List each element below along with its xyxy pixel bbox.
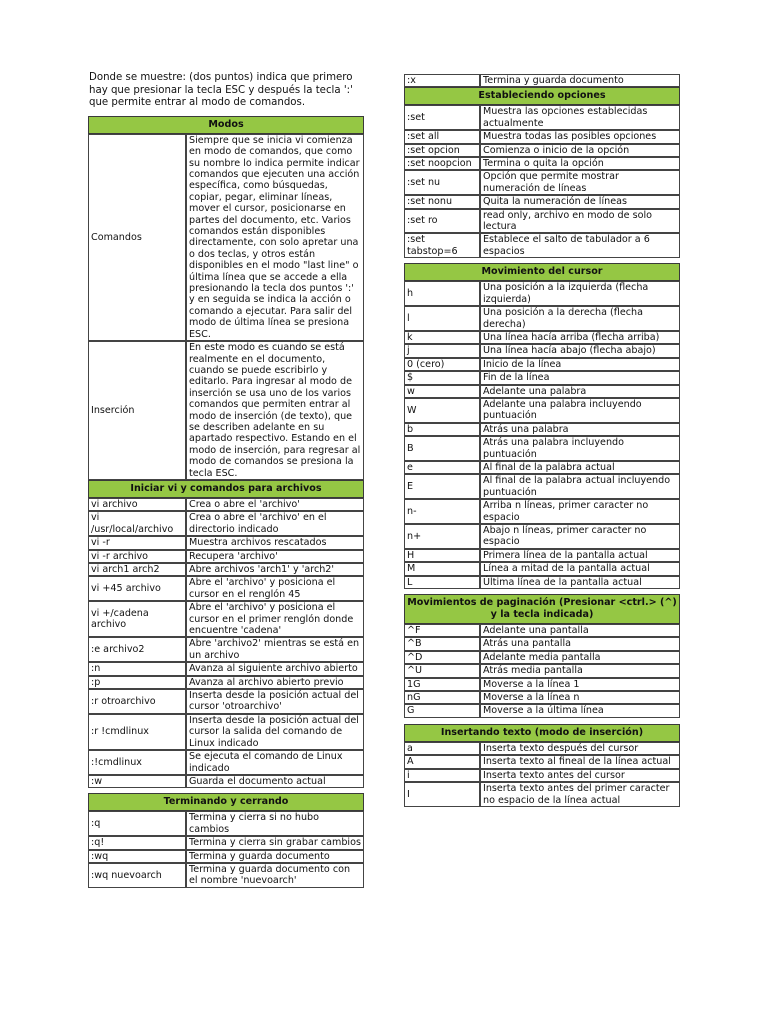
- command-cell: $: [404, 371, 480, 384]
- description-cell: Atrás una pantalla: [480, 637, 680, 650]
- description-cell: Opción que permite mostrar numeración de líneas: [480, 170, 680, 195]
- table-row: [88, 637, 364, 662]
- iniciar-section: [88, 480, 364, 788]
- command-cell: L: [404, 576, 480, 589]
- table-row: [404, 461, 680, 474]
- command-cell: :q: [88, 811, 186, 836]
- command-cell: ^F: [404, 624, 480, 637]
- command-cell: B: [404, 436, 480, 461]
- table-row: [404, 651, 680, 664]
- table-row: [404, 637, 680, 650]
- table-row: [404, 144, 680, 157]
- description-cell: Inserta desde la posición actual del cursor la salida del comando de Linux indicado: [186, 714, 364, 750]
- description-cell: Se ejecuta el comando de Linux indicado: [186, 750, 364, 775]
- command-cell: i: [404, 769, 480, 782]
- table-row: [88, 863, 364, 888]
- command-cell: :q!: [88, 836, 186, 849]
- command-cell: vi archivo: [88, 498, 186, 511]
- table-row: [88, 601, 364, 637]
- table-row: [404, 678, 680, 691]
- right-table: [404, 74, 680, 807]
- table-row: [404, 398, 680, 423]
- table-row: [88, 676, 364, 689]
- section-header-row: [404, 594, 680, 624]
- command-cell: :set opcion: [404, 144, 480, 157]
- description-cell: Crea o abre el 'archivo': [186, 498, 364, 511]
- description-cell: Línea a mitad de la pantalla actual: [480, 562, 680, 575]
- cursor-section: [404, 263, 680, 589]
- table-row: [88, 550, 364, 563]
- table-row: [404, 474, 680, 499]
- command-cell: k: [404, 331, 480, 344]
- command-cell: I: [404, 782, 480, 807]
- table-row: [88, 134, 364, 341]
- table-row: [88, 563, 364, 576]
- table-row: [404, 624, 680, 637]
- description-cell: Moverse a la línea 1: [480, 678, 680, 691]
- description-cell: Atrás media pantalla: [480, 664, 680, 677]
- description-cell: Moverse a la última línea: [480, 704, 680, 717]
- description-cell: Al final de la palabra actual: [480, 461, 680, 474]
- command-cell: e: [404, 461, 480, 474]
- description-cell: Al final de la palabra actual incluyendo puntuación: [480, 474, 680, 499]
- table-row: [404, 105, 680, 130]
- table-row: [404, 704, 680, 717]
- command-cell: :set: [404, 105, 480, 130]
- table-row: [404, 371, 680, 384]
- command-cell: :set nu: [404, 170, 480, 195]
- command-cell: vi arch1 arch2: [88, 563, 186, 576]
- table-row: [88, 714, 364, 750]
- command-cell: H: [404, 549, 480, 562]
- section-title: Estableciendo opciones: [404, 87, 680, 105]
- intro-text: Donde se muestre: (dos puntos) indica que primero hay que presionar la tecla ESC y después la tecla ':' que permite entrar al modo de comandos.: [89, 72, 353, 109]
- table-row: [88, 850, 364, 863]
- table-row: [88, 689, 364, 714]
- table-row: [88, 775, 364, 788]
- description-cell: Avanza al archivo abierto previo: [186, 676, 364, 689]
- table-row: [404, 195, 680, 208]
- section-header-row: [404, 87, 680, 105]
- section-header-row: [88, 480, 364, 498]
- command-cell: a: [404, 742, 480, 755]
- command-cell: :set ro: [404, 209, 480, 234]
- top-right-section: [404, 74, 680, 87]
- command-cell: M: [404, 562, 480, 575]
- command-cell: ^D: [404, 651, 480, 664]
- table-row: [404, 755, 680, 768]
- command-cell: A: [404, 755, 480, 768]
- description-cell: Establece el salto de tabulador a 6 espacios: [480, 233, 680, 258]
- description-cell: Comienza o inicio de la opción: [480, 144, 680, 157]
- section-title: Terminando y cerrando: [88, 793, 364, 811]
- section-title: Modos: [88, 116, 364, 134]
- description-cell: Inserta texto después del cursor: [480, 742, 680, 755]
- description-cell: Adelante una pantalla: [480, 624, 680, 637]
- table-row: [404, 130, 680, 143]
- right-column: [404, 74, 680, 807]
- command-cell: :w: [88, 775, 186, 788]
- left-table: [88, 116, 364, 888]
- command-cell: ^B: [404, 637, 480, 650]
- description-cell: Muestra las opciones establecidas actualmente: [480, 105, 680, 130]
- description-cell: Abajo n líneas, primer caracter no espacio: [480, 524, 680, 549]
- description-cell: Crea o abre el 'archivo' en el directorio indicado: [186, 511, 364, 536]
- section-title: Insertando texto (modo de inserción): [404, 724, 680, 742]
- description-cell: Última línea de la pantalla actual: [480, 576, 680, 589]
- section-header-row: [404, 724, 680, 742]
- terminando-section: [88, 793, 364, 887]
- command-cell: :r otroarchivo: [88, 689, 186, 714]
- description-cell: Inicio de la línea: [480, 358, 680, 371]
- description-cell: Abre el 'archivo' y posiciona el cursor en el primer renglón donde encuentre 'cadena': [186, 601, 364, 637]
- table-row: [404, 499, 680, 524]
- section-title: Movimientos de paginación (Presionar <ctrl.> (^) y la tecla indicada): [404, 594, 680, 624]
- table-row: [404, 331, 680, 344]
- description-cell: read only, archivo en modo de solo lectura: [480, 209, 680, 234]
- description-cell: Quita la numeración de líneas: [480, 195, 680, 208]
- table-row: [88, 836, 364, 849]
- description-cell: Arriba n líneas, primer caracter no espacio: [480, 499, 680, 524]
- paginacion-section: [404, 594, 680, 718]
- description-cell: Avanza al siguiente archivo abierto: [186, 662, 364, 675]
- table-row: [404, 209, 680, 234]
- description-cell: Fin de la línea: [480, 371, 680, 384]
- table-row: [404, 691, 680, 704]
- command-cell: :wq nuevoarch: [88, 863, 186, 888]
- table-row: [404, 74, 680, 87]
- table-row: [88, 536, 364, 549]
- command-cell: :set noopcion: [404, 157, 480, 170]
- section-title: Movimiento del cursor: [404, 263, 680, 281]
- command-cell: vi +/cadena archivo: [88, 601, 186, 637]
- table-row: [404, 524, 680, 549]
- table-row: [88, 662, 364, 675]
- description-cell: Guarda el documento actual: [186, 775, 364, 788]
- modos-section: [88, 116, 364, 480]
- table-row: [404, 782, 680, 807]
- command-cell: E: [404, 474, 480, 499]
- description-cell: Inserta desde la posición actual del cursor 'otroarchivo': [186, 689, 364, 714]
- table-row: [404, 664, 680, 677]
- table-row: [404, 281, 680, 306]
- command-cell: G: [404, 704, 480, 717]
- command-cell: :p: [88, 676, 186, 689]
- table-row: [404, 385, 680, 398]
- table-row: [88, 576, 364, 601]
- table-row: [88, 750, 364, 775]
- description-cell: Termina y cierra sin grabar cambios: [186, 836, 364, 849]
- description-cell: Adelante una palabra: [480, 385, 680, 398]
- description-cell: Una línea hacía arriba (flecha arriba): [480, 331, 680, 344]
- table-row: [404, 423, 680, 436]
- description-cell: Primera línea de la pantalla actual: [480, 549, 680, 562]
- description-cell: Muestra todas las posibles opciones: [480, 130, 680, 143]
- command-cell: 1G: [404, 678, 480, 691]
- table-row: [404, 436, 680, 461]
- command-cell: :r !cmdlinux: [88, 714, 186, 750]
- table-row: [88, 341, 364, 480]
- table-row: [404, 562, 680, 575]
- command-cell: h: [404, 281, 480, 306]
- command-cell: W: [404, 398, 480, 423]
- command-cell: :set nonu: [404, 195, 480, 208]
- command-cell: b: [404, 423, 480, 436]
- command-cell: :!cmdlinux: [88, 750, 186, 775]
- description-cell: Termina y guarda documento: [186, 850, 364, 863]
- command-cell: vi -r: [88, 536, 186, 549]
- description-cell: Abre el 'archivo' y posiciona el cursor en el renglón 45: [186, 576, 364, 601]
- command-cell: ^U: [404, 664, 480, 677]
- command-cell: j: [404, 344, 480, 357]
- description-cell: Moverse a la línea n: [480, 691, 680, 704]
- table-row: [88, 811, 364, 836]
- description-cell: Adelante una palabra incluyendo puntuación: [480, 398, 680, 423]
- description-cell: Una línea hacía abajo (flecha abajo): [480, 344, 680, 357]
- description-cell: Una posición a la izquierda (flecha izquierda): [480, 281, 680, 306]
- table-row: [404, 358, 680, 371]
- description-cell: Termina o quita la opción: [480, 157, 680, 170]
- description-cell: En este modo es cuando se está realmente en el documento, cuando se puede escribirlo y editarlo. Para ingresar al modo de inserción se usa uno de los varios comandos que permiten entrar al modo de inserción (de texto), que se describen adelante en su apartado respectivo. Estando en el modo de inserción, para regresar al modo de comandos se presiona la tecla ESC.: [186, 341, 364, 480]
- description-cell: Una posición a la derecha (flecha derecha): [480, 306, 680, 331]
- table-row: [404, 742, 680, 755]
- section-header-row: [404, 263, 680, 281]
- table-row: [404, 306, 680, 331]
- description-cell: Siempre que se inicia vi comienza en modo de comandos, que como su nombre lo indica permite indicar comandos que ejecuten una acción específica, como búsquedas, copiar, pegar, eliminar líneas, mover el cursor, posicionarse en partes del documento, etc. Varios comandos están disponibles directamente, con solo apretar una o dos teclas, y otros están disponibles en el modo "last line" o última línea que se accede a ella presionando la tecla dos puntos ':' y en seguida se indica la acción o comando a ejecutar. Para salir del modo de última línea se presiona ESC.: [186, 134, 364, 341]
- description-cell: Atrás una palabra: [480, 423, 680, 436]
- command-cell: :set all: [404, 130, 480, 143]
- insertando-section: [404, 724, 680, 807]
- description-cell: Adelante media pantalla: [480, 651, 680, 664]
- table-row: [404, 170, 680, 195]
- command-cell: vi -r archivo: [88, 550, 186, 563]
- table-row: [404, 344, 680, 357]
- section-header-row: [88, 116, 364, 134]
- table-row: [404, 157, 680, 170]
- description-cell: Recupera 'archivo': [186, 550, 364, 563]
- command-cell: n+: [404, 524, 480, 549]
- command-cell: Inserción: [88, 341, 186, 480]
- description-cell: Inserta texto antes del cursor: [480, 769, 680, 782]
- command-cell: :x: [404, 74, 480, 87]
- command-cell: vi /usr/local/archivo: [88, 511, 186, 536]
- description-cell: Abre 'archivo2' mientras se está en un archivo: [186, 637, 364, 662]
- command-cell: l: [404, 306, 480, 331]
- left-column: [88, 72, 364, 888]
- table-row: [404, 576, 680, 589]
- command-cell: w: [404, 385, 480, 398]
- description-cell: Termina y guarda documento: [480, 74, 680, 87]
- section-header-row: [88, 793, 364, 811]
- description-cell: Inserta texto al fineal de la línea actual: [480, 755, 680, 768]
- description-cell: Inserta texto antes del primer caracter no espacio de la línea actual: [480, 782, 680, 807]
- command-cell: :set tabstop=6: [404, 233, 480, 258]
- opciones-section: [404, 87, 680, 258]
- command-cell: :wq: [88, 850, 186, 863]
- command-cell: vi +45 archivo: [88, 576, 186, 601]
- table-row: [404, 233, 680, 258]
- command-cell: :e archivo2: [88, 637, 186, 662]
- command-cell: n-: [404, 499, 480, 524]
- table-row: [404, 769, 680, 782]
- description-cell: Muestra archivos rescatados: [186, 536, 364, 549]
- command-cell: Comandos: [88, 134, 186, 341]
- description-cell: Abre archivos 'arch1' y 'arch2': [186, 563, 364, 576]
- table-row: [88, 511, 364, 536]
- description-cell: Atrás una palabra incluyendo puntuación: [480, 436, 680, 461]
- description-cell: Termina y guarda documento con el nombre 'nuevoarch': [186, 863, 364, 888]
- command-cell: :n: [88, 662, 186, 675]
- table-row: [404, 549, 680, 562]
- command-cell: nG: [404, 691, 480, 704]
- section-title: Iniciar vi y comandos para archivos: [88, 480, 364, 498]
- table-row: [88, 498, 364, 511]
- command-cell: 0 (cero): [404, 358, 480, 371]
- description-cell: Termina y cierra si no hubo cambios: [186, 811, 364, 836]
